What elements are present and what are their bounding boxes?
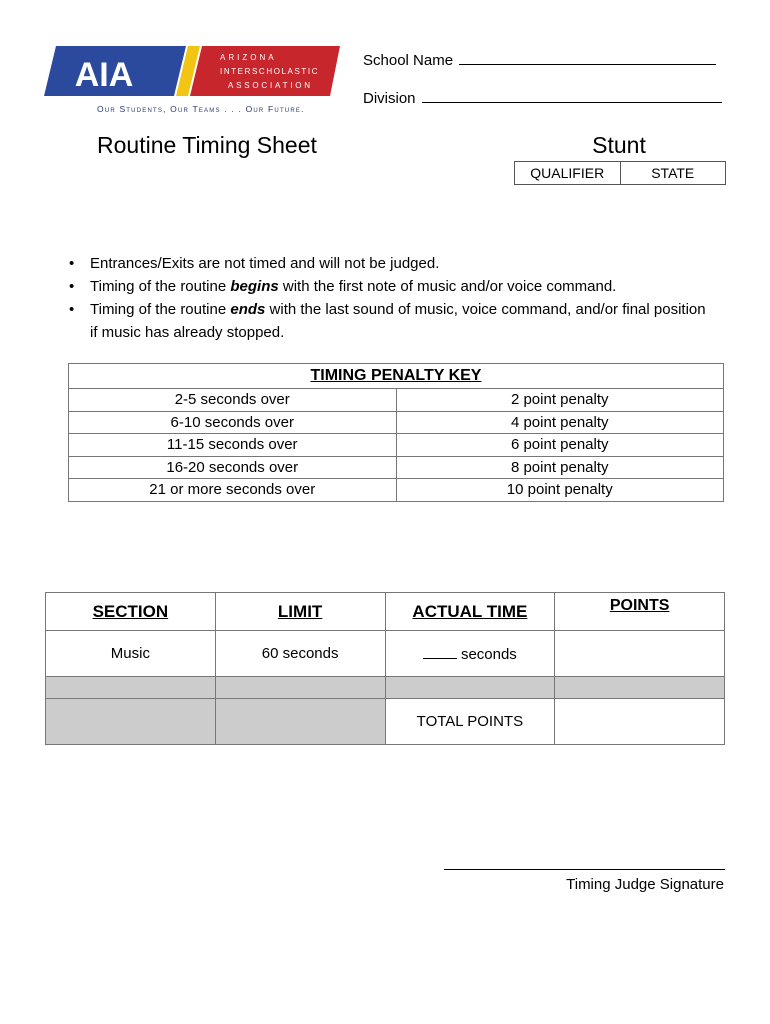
table-row [69, 434, 724, 457]
table-row [69, 456, 724, 479]
division-label: Division [363, 90, 416, 107]
table-row [69, 411, 724, 434]
division-blank[interactable] [422, 88, 722, 103]
points-cell[interactable] [555, 631, 725, 677]
event-title: Stunt [592, 132, 646, 158]
actual-time-cell[interactable] [385, 631, 555, 677]
penalty-range: 2-5 seconds over [69, 389, 397, 412]
table-row [46, 699, 725, 745]
table-row [46, 677, 725, 699]
penalty-key-title: TIMING PENALTY KEY [69, 364, 724, 389]
penalty-value: 2 point penalty [396, 389, 724, 412]
rule-item: • Timing of the routine ends with the last sound of music, voice command, and/or final position if music has already stopped. [66, 298, 716, 344]
logo-tagline: Our Students, Our Teams . . . Our Future. [97, 104, 305, 114]
division-field[interactable] [363, 88, 722, 107]
header-points: POINTS [555, 593, 725, 631]
penalty-range: 21 or more seconds over [69, 479, 397, 502]
penalty-value: 4 point penalty [396, 411, 724, 434]
penalty-value: 8 point penalty [396, 456, 724, 479]
header-actual-time: ACTUAL TIME [385, 593, 555, 631]
aia-logo-graphic [44, 44, 340, 104]
penalty-range: 6-10 seconds over [69, 411, 397, 434]
rule-item: • Timing of the routine begins with the first note of music and/or voice command. [66, 275, 716, 298]
signature-line[interactable] [444, 869, 725, 870]
rule-item: • Entrances/Exits are not timed and will not be judged. [66, 252, 716, 275]
header-limit: LIMIT [215, 593, 385, 631]
penalty-value: 6 point penalty [396, 434, 724, 457]
table-row [69, 479, 724, 502]
page-title: Routine Timing Sheet [97, 132, 317, 158]
level-qualifier[interactable]: QUALIFIER [530, 165, 605, 181]
timing-penalty-key-table [68, 363, 724, 502]
logo-line-3: ASSOCIATION [228, 81, 313, 90]
total-points-cell[interactable] [555, 699, 725, 745]
logo-line-1: ARIZONA [220, 53, 277, 62]
logo-letters: AIA [74, 56, 134, 94]
level-state[interactable]: STATE [620, 162, 726, 184]
limit-value: 60 seconds [215, 631, 385, 677]
school-name-label: School Name [363, 52, 454, 69]
school-name-field[interactable] [363, 50, 716, 69]
actual-time-unit: seconds [460, 646, 517, 663]
table-row [69, 389, 724, 412]
level-selector [514, 161, 726, 185]
penalty-value: 10 point penalty [396, 479, 724, 502]
total-points-label: TOTAL POINTS [385, 699, 555, 745]
timing-rules-list [66, 252, 716, 344]
penalty-range: 16-20 seconds over [69, 456, 397, 479]
score-header-row [46, 593, 725, 631]
logo-line-2: INTERSCHOLASTIC [220, 67, 320, 76]
actual-time-blank[interactable] [423, 644, 457, 659]
penalty-range: 11-15 seconds over [69, 434, 397, 457]
header-section: SECTION [46, 593, 216, 631]
score-table [45, 592, 725, 745]
section-music: Music [46, 631, 216, 677]
signature-label: Timing Judge Signature [566, 876, 724, 893]
table-row [46, 631, 725, 677]
school-name-blank[interactable] [459, 50, 716, 65]
